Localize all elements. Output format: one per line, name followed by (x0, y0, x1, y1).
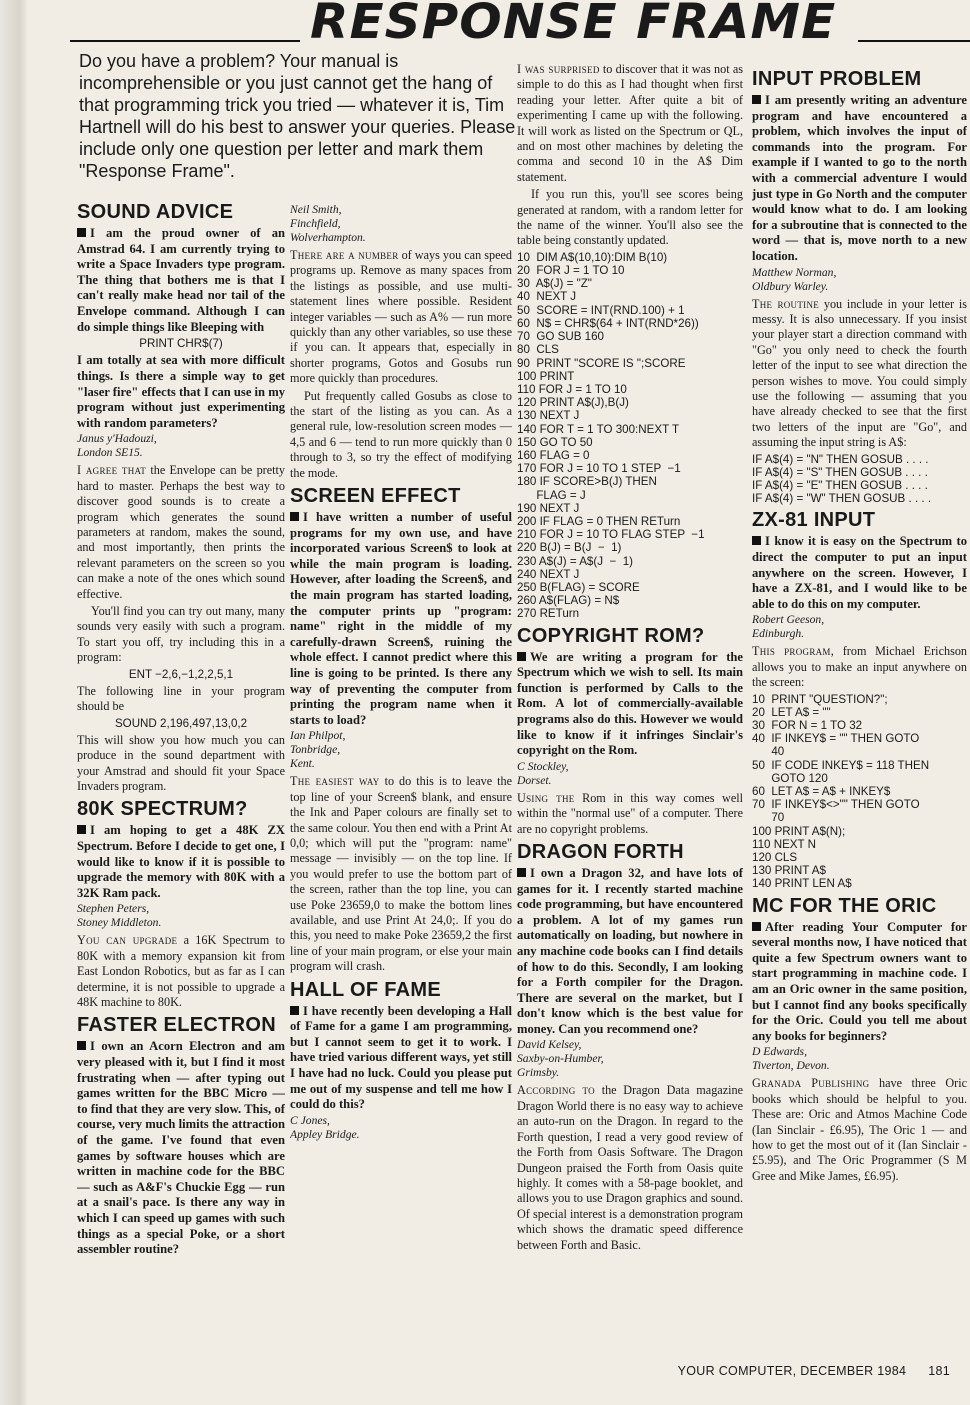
bullet-square-icon (517, 868, 526, 877)
masthead-rule-left (70, 40, 300, 42)
bullet-square-icon (290, 1006, 299, 1015)
bullet-square-icon (752, 536, 761, 545)
column-2 (290, 202, 512, 1342)
code-line: 220 B(J) = B(J − 1) (517, 541, 622, 555)
code-line: 30 FOR N = 1 TO 32 (752, 719, 863, 732)
section-heading: MC FOR THE ORIC (752, 894, 937, 917)
answer-text: The routine you include in your letter is messy. It is also unnecessary. If you insist your player start a direction command with "Go" you only need to check the fourth letter of the input to see what direction the person wishes to move. You could simply use the following — assuming that you have already checked to see that the first two letters of the input are "Go", and assuming the input string is A$: (752, 296, 967, 450)
code-line: 140 PRINT LEN A$ (752, 877, 852, 891)
code-line: 120 PRINT A$(J),B(J) (517, 396, 629, 410)
answer-text: You can upgrade a 16K Spectrum to 80K with a memory expansion kit from East London Robotics, but as far as I can determine, it is not possible to upgrade a 48K machine to 80K. (77, 933, 285, 1010)
letter-signature: C Stockley, Dorset. (517, 759, 569, 787)
code-line: 190 NEXT J (517, 501, 580, 515)
bullet-square-icon (290, 512, 299, 521)
page-number: 181 (928, 1364, 950, 1378)
page-binding-shadow (0, 0, 28, 1405)
intro-paragraph: Do you have a problem? Your manual is incomprehensible or you just cannot get the hang of that programming trick you tried — whatever it is, Tim Hartnell will do his best to answer your queries. Please include only one question per letter and mark them "Response Frame". (79, 51, 516, 181)
code-line: 240 NEXT J (517, 567, 580, 581)
letter-question: I have recently been developing a Hall of Fame for a game I am programming, but I cannot seem to get it to work. I have tried various different ways, yet still I have had no luck. Could you please put me out of my suspense and tell me how I could do this? (290, 1003, 512, 1112)
code-line: 60 N$ = CHR$(64 + INT(RND*26)) (517, 316, 699, 330)
answer-text: Using the Rom in this way comes well within the "normal use" of a computer. There are no copyright problems. (517, 790, 743, 836)
bullet-square-icon (517, 652, 526, 661)
letter-question: I own an Acorn Electron and am very pleased with it, but I find it most frustrating when — after typing out games written for the BBC Micro — to find that they are very slow. This, of course, very much limits the attraction of the game. I've found that even games by software houses which are written in machine code for the BBC — such as A&F's Chuckie Egg — run at a snail's pace. Is there any way in which I can speed up games with such things as a special Poke, or a short assembler routine? (77, 1039, 285, 1257)
masthead (70, 0, 970, 50)
code-line: 260 A$(FLAG) = N$ (517, 594, 620, 608)
section-heading: 80K SPECTRUM? (77, 798, 248, 821)
code-line: 60 LET A$ = A$ + INKEY$ (752, 785, 891, 799)
footer-magazine-issue: YOUR COMPUTER, DECEMBER 1984 (677, 1364, 907, 1378)
code-line: 170 FOR J = 10 TO 1 STEP −1 (517, 462, 681, 476)
letter-signature: David Kelsey, Saxby-on-Humber, Grimsby. (517, 1038, 604, 1080)
bullet-square-icon (752, 922, 761, 931)
section-heading: DRAGON FORTH (517, 840, 684, 863)
letter-question: We are writing a program for the Spectrum which we wish to sell. Its main function is performed by Calls to the Rom. A lot of commercially-available programs also do this. However we would like to know if it infringes Sinclair's copyright on the Rom. (517, 649, 743, 758)
answer-text: You'll find you can try out many, many sounds very easily with such a program. To start you off, try including this in a program: (77, 603, 285, 665)
section-heading: SOUND ADVICE (77, 201, 234, 223)
section-heading: ZX-81 INPUT (752, 509, 876, 532)
code-line: 70 IF INKEY$<>"" THEN GOTO (752, 798, 920, 812)
code-line: 30 A$(J) = "Z" (517, 277, 592, 291)
letter-signature: Janus y'Hadouzi, London SE15. (77, 432, 157, 460)
section-heading: HALL OF FAME (290, 978, 442, 1001)
code-line: IF A$(4) = "W" THEN GOSUB . . . . (752, 492, 932, 506)
code-line: 50 SCORE = INT(RND.100) + 1 (517, 303, 685, 317)
answer-text: I was surprised to discover that it was not as simple to do this as I had thought when first reading your letter. After quite a bit of experimenting I came up with the following. It will work as listed on the Spectrum or QL, and on most other machines by deleting the comma and second 10 in the A$ Dim statement. (517, 62, 743, 184)
code-line: 110 NEXT N (752, 837, 817, 851)
code-line: 40 IF INKEY$ = "" THEN GOTO (752, 732, 920, 746)
code-line: 70 (752, 811, 785, 825)
code-line: 10 DIM A$(10,10):DIM B(10) (517, 250, 668, 264)
code-line: 250 B(FLAG) = SCORE (517, 580, 640, 594)
letter-question: After reading Your Computer for several months now, I have noticed that quite a few Spectrum owners want to start programming in machine code. I am an Oric owner in the same position, but I cannot find any books specifically for the Oric. Could you tell me about any books for beginners? (752, 919, 967, 1043)
code-line: 110 FOR J = 1 TO 10 (517, 382, 627, 396)
letter-signature: Stephen Peters, Stoney Middleton. (77, 902, 162, 930)
letter-signature: Matthew Norman, Oldbury Warley. (752, 265, 837, 293)
letter-question: I am hoping to get a 48K ZX Spectrum. Before I decide to get one, I would like to know if it is possible to upgrade the memory with 80K with a 32K Ram pack. (77, 823, 285, 900)
bullet-square-icon (77, 1041, 86, 1050)
section-heading: COPYRIGHT ROM? (517, 624, 705, 647)
program-listing (752, 453, 967, 506)
code-line: FLAG = J (517, 488, 586, 502)
code-line: 160 FLAG = 0 (517, 448, 590, 462)
code-line: 140 FOR T = 1 TO 300:NEXT T (517, 422, 680, 436)
code-line: SOUND 2,196,497,13,0,2 (114, 716, 248, 730)
answer-text: Put frequently called Gosubs as close to the start of the listing as you can. As a general rule, low-resolution screen modes — 4,5 and 6 — tend to run more quickly than 0 through to 3, so try the effect of modifying the mode. (290, 388, 512, 480)
answer-text: The easiest way to do this is to leave the top line of your Screen$ blank, and ensure the Ink and Paper colours are finally set to the same colour. You then end with a Print At 0,0; which will put the "program: name" message — invisibly — on the top line. If you would prefer to use the bottom part of the screen, rather than the top line, you can use Poke 23659,0 to make the bottom lines available, and use Print At 24,0;. If you do this, you need to make Poke 23659,2 the first line of your main program, or else your main program will crash. (290, 774, 512, 974)
letter-question: I own a Dragon 32, and have lots of games for it. I recently started machine code programming, but have encountered a problem. A lot of my games run automatically on loading, but nowhere in any machine code books can I find details of how to do this. Secondly, I am looking for a Forth compiler for the Dragon. There are several on the market, but I don't know which is the best value for money. Can you recommend one? (517, 865, 743, 1036)
program-listing (752, 693, 967, 891)
code-line: PRINT CHR$(7) (139, 337, 223, 351)
letter-signature: Robert Geeson, Edinburgh. (752, 613, 825, 641)
code-line: 80 CLS (517, 343, 559, 357)
code-line: 40 (752, 745, 785, 759)
code-line: 20 LET A$ = "" (752, 705, 831, 719)
letter-signature: D Edwards, Tiverton, Devon. (752, 1045, 830, 1073)
code-line: 180 IF SCORE>B(J) THEN (517, 475, 657, 489)
letter-signature: C Jones, Appley Bridge. (290, 1113, 360, 1141)
code-line: ENT −2,6,−1,2,2,5,1 (128, 667, 234, 681)
code-line: 230 A$(J) = A$(J − 1) (517, 554, 633, 568)
section-heading: FASTER ELECTRON (77, 1014, 276, 1037)
column-4 (752, 64, 967, 1344)
letter-question: I am totally at sea with more difficult things. Is there a simple way to get "laser fire" effects that I can use in my program without just experimenting with random parameters? (77, 353, 285, 430)
code-line: 210 FOR J = 10 TO FLAG STEP −1 (517, 528, 705, 542)
letter-signature: Neil Smith, Finchfield, Wolverhampton. (290, 203, 366, 244)
answer-text: This will show you how much you can produce in the sound department with your Amstrad and should fit your Space Invaders program. (77, 732, 285, 794)
letter-question: I am the proud owner of an Amstrad 64. I am currently trying to write a Space Invaders type program. The thing that bothers me is that I can't really make head nor tail of the Envelope command. Although I can do simple things like Bleeping with (77, 226, 285, 334)
code-line: 70 GO SUB 160 (517, 330, 604, 344)
letter-question: I know it is easy on the Spectrum to direct the computer to put an input anywhere on the screen. However, I have a ZX-81, and I would like to be able to do this on my computer. (752, 534, 967, 611)
code-line: 100 PRINT (517, 369, 575, 383)
code-line: 20 FOR J = 1 TO 10 (517, 264, 625, 278)
letter-question: I am presently writing an adventure program and have encountered a problem, which involves the input of commands into the program. For example if I wanted to go to the north with a commercial adventure I would just type in Go North and the computer would know what to do. I am looking for a subroutine that is connected to the word — that is, move north to a new location. (752, 93, 967, 263)
code-line: 40 NEXT J (517, 290, 577, 304)
code-line: 100 PRINT A$(N); (752, 824, 846, 838)
code-line: 130 PRINT A$ (752, 864, 826, 878)
code-line: IF A$(4) = "S" THEN GOSUB . . . . (752, 465, 928, 479)
code-line: IF A$(4) = "N" THEN GOSUB . . . . (752, 452, 929, 466)
section-heading: SCREEN EFFECT (290, 485, 461, 508)
program-listing (517, 251, 743, 621)
answer-text: I agree that the Envelope can be pretty hard to master. Perhaps the best way to discover good sounds is to create a program which generates the sound parameters at random, makes the sound, and most importantly, then prints the relevant parameters on the screen so you can make a note of the ones which sound effective. (77, 463, 285, 601)
letter-signature: Ian Philpot, Tonbridge, Kent. (290, 729, 346, 771)
code-line: 270 RETurn (517, 607, 580, 621)
page-title: RESPONSE FRAME (310, 0, 837, 50)
code-line: 120 CLS (752, 851, 798, 865)
code-line: 90 PRINT "SCORE IS ";SCORE (517, 356, 686, 370)
code-line: 130 NEXT J (517, 409, 580, 423)
answer-text: According to the Dragon Data magazine Dragon World there is no easy way to achieve an auto-run on the Dragon. In regard to the Forth question, I read a very good review of the Forth from Oasis Software. The Dragon Dungeon praised the Forth from Oasis quite highly. It comes with a 58-page booklet, and allows you to use Dragon graphics and sound. Of special interest is a demonstration program which shows the dramatic speed difference between Forth and Basic. (517, 1083, 743, 1252)
code-line: GOTO 120 (752, 771, 828, 785)
page-footer (656, 1364, 950, 1378)
masthead-rule-right (858, 40, 970, 42)
code-line: IF A$(4) = "E" THEN GOSUB . . . . (752, 479, 928, 492)
answer-text: There are a number of ways you can speed programs up. Remove as many spaces from the listings as possible, and use multi-statement lines where possible. Resident integer variables — such as A% — run more quickly than any other variables, so use these if you can. It appears that, especially in shorter programs, Gotos and Gosubs run more quickly than procedures. (290, 248, 512, 386)
answer-text: Granada Publishing have three Oric books which should be helpful to you. These are: Oric and Atmos Machine Code (Ian Sinclair - £6.95), The Oric 1 — and how to get the most out of it (Ian Sinclair - £5.95), and The Oric Programmer (S M Gree and Mike James, £6.95). (752, 1076, 967, 1183)
letter-question: I have written a number of useful programs for my own use, and have incorporated various Screen$ to look at while the main program is loading. However, after loading the Screen$, and the main program has started loading, the computer prints up "program: name" right in the middle of my carefully-drawn Screen$, ruining the whole effect. I cannot predict where this line is going to be printed. Is there any way of preventing the computer from printing the program name when it starts to load? (290, 510, 512, 727)
column-1 (77, 197, 285, 1342)
bullet-square-icon (77, 825, 86, 834)
answer-text: If you run this, you'll see scores being generated at random, with a random letter for the name of the winner. You'll also see the table being constantly updated. (517, 187, 743, 248)
code-line: 150 GO TO 50 (517, 435, 593, 449)
bullet-square-icon (77, 228, 86, 237)
answer-text: This program, from Michael Erichson allows you to make an input anywhere on the screen: (752, 644, 967, 690)
answer-text: The following line in your program should be (77, 683, 285, 714)
bullet-square-icon (752, 95, 761, 104)
code-line: 10 PRINT "QUESTION?"; (752, 692, 888, 706)
section-heading: INPUT PROBLEM (752, 68, 922, 90)
code-line: 50 IF CODE INKEY$ = 118 THEN (752, 758, 930, 772)
code-line: 200 IF FLAG = 0 THEN RETurn (517, 514, 681, 528)
column-3 (517, 62, 743, 1342)
